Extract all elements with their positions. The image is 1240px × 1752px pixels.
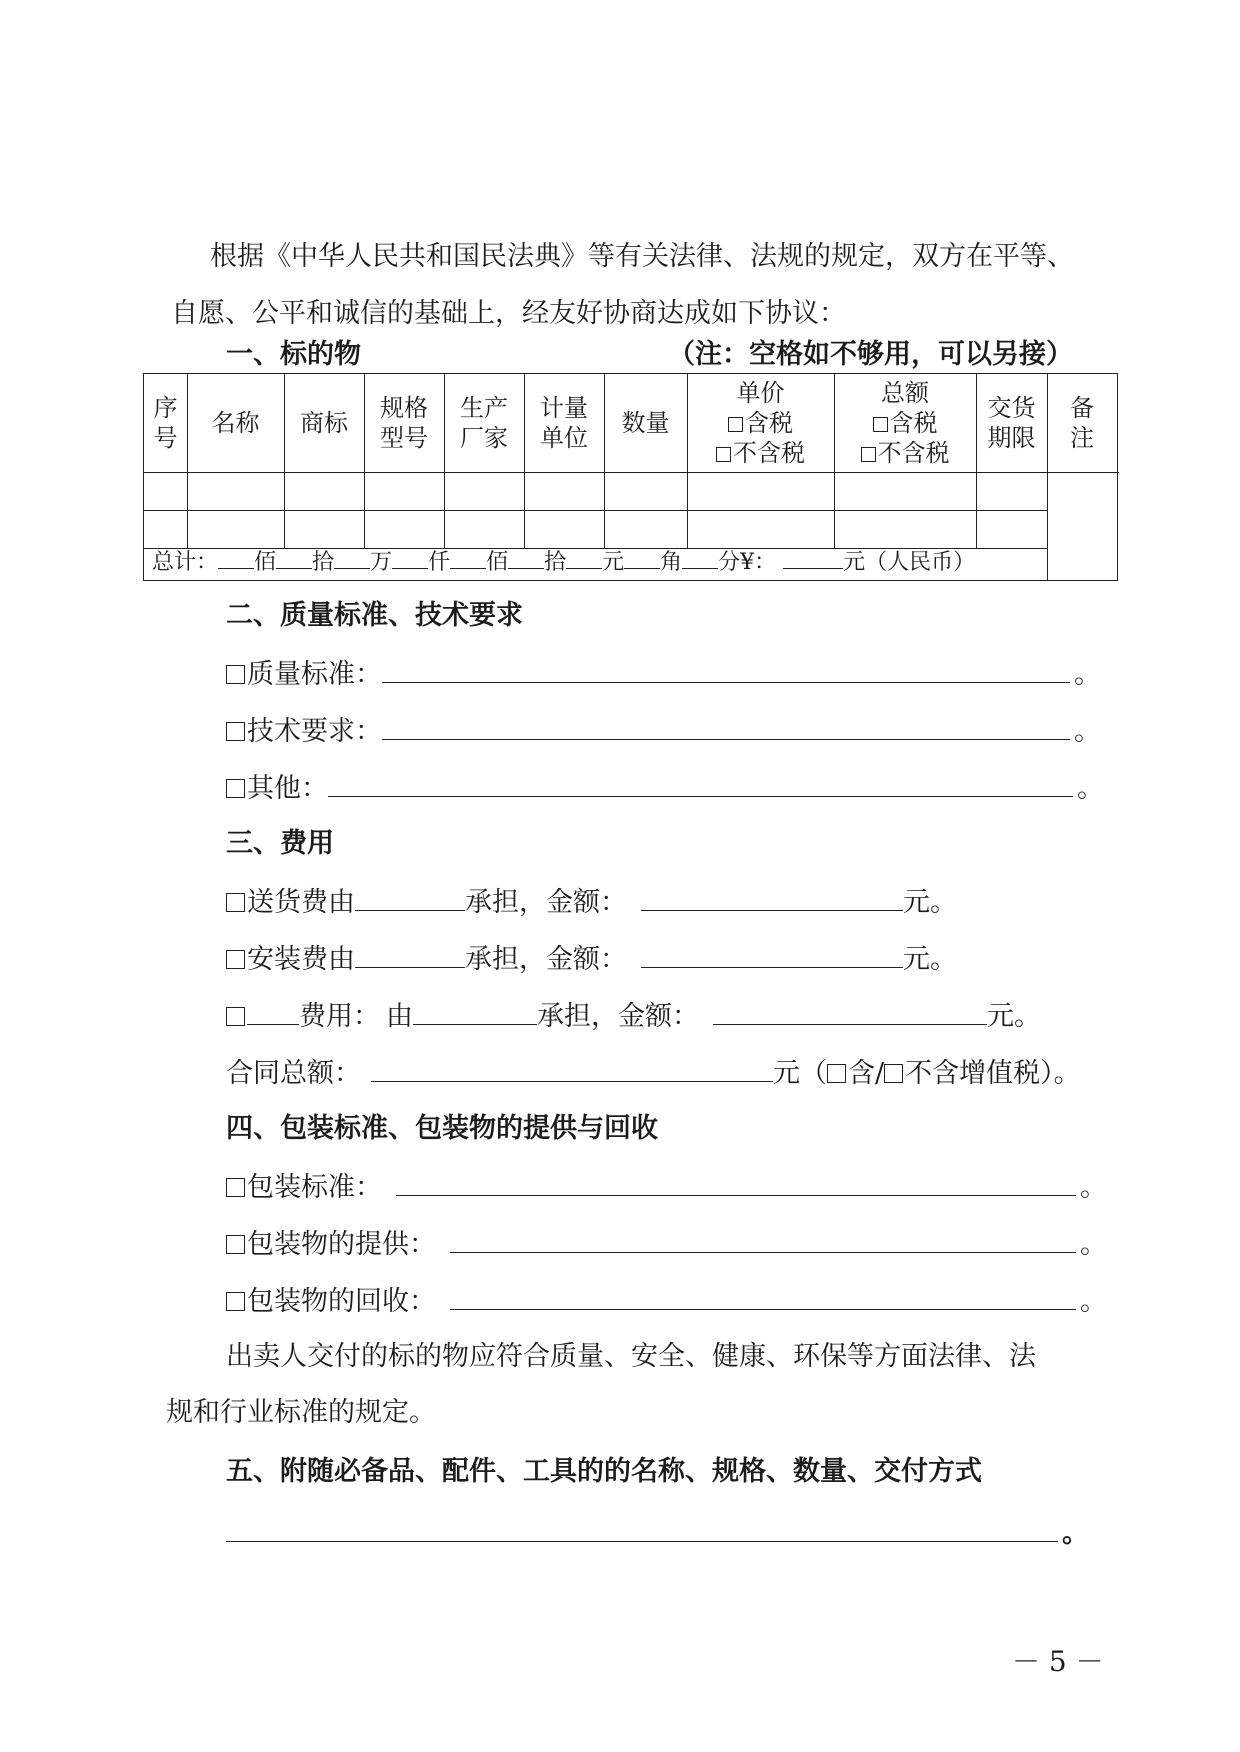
other-row (226, 770, 1104, 806)
header-delivery-1: 交货 (987, 394, 1036, 422)
header-price (687, 374, 834, 472)
contract-opt2-label: 不含增值税）。 (905, 1058, 1081, 1089)
intro-line-1 (210, 240, 1074, 274)
other-fee-amount-field[interactable] (713, 998, 987, 1025)
price-option-notax[interactable] (716, 438, 805, 468)
header-total (834, 374, 976, 472)
checkbox-icon[interactable] (861, 447, 876, 462)
header-brand-text: 商标 (300, 409, 348, 437)
bear-label: 承担，金额： (465, 887, 627, 918)
unit-label: 分¥： (718, 550, 777, 575)
header-maker-1: 生产 (460, 394, 508, 422)
bear-label: 承担，金额： (537, 1001, 699, 1032)
checkbox-icon[interactable] (728, 417, 743, 432)
packaging-provide-row (226, 1226, 1107, 1262)
blank[interactable] (392, 548, 428, 569)
other-fee-party-field[interactable] (413, 998, 537, 1025)
section5-title-text: 五、附随必备品、配件、工具的的名称、规格、数量、交付方式 (226, 1456, 982, 1487)
other-fee-row (226, 998, 1041, 1034)
section3-title (226, 827, 334, 861)
install-fee-amount-field[interactable] (641, 941, 903, 968)
header-remark-1: 备 (1070, 394, 1094, 422)
blank[interactable] (276, 548, 312, 569)
unit-label: 佰 (254, 550, 277, 575)
section1-note-text: （注：空格如不够用，可以另接） (668, 339, 1073, 370)
contract-total-label: 合同总额： (226, 1058, 361, 1089)
intro-line-2 (171, 297, 846, 331)
header-maker-2: 厂家 (460, 424, 508, 452)
unit-label: 角 (660, 550, 683, 575)
packaging-recycle-row (226, 1283, 1107, 1319)
compliance-para-line-1 (226, 1340, 1036, 1374)
page-number: － 5 － (1012, 1645, 1104, 1678)
header-unit-2: 单位 (540, 424, 588, 452)
packaging-standard-row (226, 1169, 1107, 1205)
total-option-notax-label: 不含税 (877, 439, 950, 467)
period: 。 (1080, 1172, 1107, 1203)
contract-total-row (226, 1055, 1081, 1091)
section2-title (226, 599, 523, 633)
header-remark-2: 注 (1070, 424, 1094, 452)
unit-label: 万 (370, 550, 393, 575)
section4-title (226, 1112, 658, 1146)
quality-standard-field[interactable] (382, 656, 1070, 683)
install-fee-label: 安装费由 (247, 944, 355, 975)
header-delivery-2: 期限 (987, 424, 1036, 452)
checkbox-icon[interactable] (226, 1178, 245, 1197)
total-row (152, 548, 975, 578)
unit-label: 仟 (428, 550, 451, 575)
checkbox-icon[interactable] (226, 893, 245, 912)
intro-text-2: 自愿、公平和诚信的基础上，经友好协商达成如下协议： (171, 298, 846, 329)
packaging-recycle-label: 包装物的回收： (247, 1286, 436, 1317)
total-tail: 元（人民币） (843, 550, 976, 575)
total-option-tax[interactable] (873, 408, 938, 438)
header-seq-1: 序 (153, 394, 178, 422)
blank[interactable] (783, 548, 843, 569)
header-price-title: 单价 (736, 379, 785, 407)
total-label: 总计： (152, 550, 219, 575)
period: 。 (1062, 1518, 1089, 1549)
contract-total-field[interactable] (371, 1055, 773, 1082)
packaging-provide-label: 包装物的提供： (247, 1229, 436, 1260)
total-option-tax-label: 含税 (889, 409, 938, 437)
checkbox-icon[interactable] (873, 417, 888, 432)
checkbox-icon[interactable] (884, 1064, 903, 1083)
quality-standard-row (226, 656, 1101, 692)
install-fee-row (226, 941, 957, 977)
blank[interactable] (334, 548, 370, 569)
packaging-standard-field[interactable] (396, 1169, 1076, 1196)
compliance-text-1: 出卖人交付的标的物应符合质量、安全、健康、环保等方面法律、法 (226, 1341, 1036, 1372)
section5-title (226, 1455, 982, 1489)
blank[interactable] (566, 548, 602, 569)
header-spec-1: 规格 (380, 394, 428, 422)
other-fee-label: 费用： (299, 1001, 380, 1032)
header-qty-text: 数量 (621, 409, 670, 437)
checkbox-icon[interactable] (716, 447, 731, 462)
period: 。 (1080, 1229, 1107, 1260)
header-delivery (976, 374, 1047, 472)
header-maker (444, 374, 524, 472)
section2-title-text: 二、质量标准、技术要求 (226, 600, 523, 631)
quality-standard-label: 质量标准： (247, 659, 382, 690)
checkbox-icon[interactable] (226, 950, 245, 969)
tech-req-label: 技术要求： (247, 716, 382, 747)
accessories-row (226, 1515, 1089, 1551)
compliance-text-2: 规和行业标准的规定。 (166, 1397, 436, 1428)
header-name-text: 名称 (211, 409, 260, 437)
section4-title-text: 四、包装标准、包装物的提供与回收 (226, 1113, 658, 1144)
tech-req-field[interactable] (382, 713, 1070, 740)
install-fee-party-field[interactable] (355, 941, 465, 968)
header-name (187, 374, 284, 472)
checkbox-icon[interactable] (226, 1292, 245, 1311)
unit-label: 拾 (544, 550, 567, 575)
header-unit (524, 374, 604, 472)
period: 。 (1080, 1286, 1107, 1317)
other-field[interactable] (328, 770, 1073, 797)
yuan-label: 元。 (903, 887, 957, 918)
header-qty (604, 374, 687, 472)
unit-label: 元 (602, 550, 625, 575)
delivery-fee-amount-field[interactable] (641, 884, 903, 911)
yuan-label: 元。 (987, 1001, 1041, 1032)
other-fee-type-field[interactable] (247, 998, 299, 1025)
header-seq-2: 号 (153, 424, 178, 452)
section3-title-text: 三、费用 (226, 828, 334, 859)
yuan-label: 元。 (903, 944, 957, 975)
price-option-notax-label: 不含税 (733, 439, 805, 467)
goods-table (143, 373, 1118, 581)
price-option-tax[interactable] (728, 408, 793, 438)
header-spec-2: 型号 (380, 424, 428, 452)
blank[interactable] (508, 548, 544, 569)
bear-label: 承担，金额： (465, 944, 627, 975)
packaging-provide-field[interactable] (450, 1226, 1076, 1253)
unit-label: 拾 (312, 550, 335, 575)
period: 。 (1077, 773, 1104, 804)
packaging-standard-label: 包装标准： (247, 1172, 382, 1203)
header-unit-1: 计量 (540, 394, 588, 422)
section1-title (226, 338, 361, 372)
total-option-notax[interactable] (861, 438, 950, 468)
header-seq (144, 374, 187, 472)
blank[interactable] (218, 548, 254, 569)
packaging-recycle-field[interactable] (450, 1283, 1076, 1310)
unit-label: 佰 (486, 550, 509, 575)
delivery-fee-label: 送货费由 (247, 887, 355, 918)
checkbox-icon[interactable] (226, 1007, 245, 1026)
section1-title-text: 一、标的物 (226, 339, 361, 370)
blank[interactable] (450, 548, 486, 569)
compliance-para-line-2 (166, 1396, 436, 1430)
delivery-fee-party-field[interactable] (355, 884, 465, 911)
blank[interactable] (624, 548, 660, 569)
checkbox-icon[interactable] (827, 1064, 846, 1083)
tech-req-row (226, 713, 1101, 749)
section1-note (668, 338, 1073, 372)
other-label: 其他： (247, 773, 328, 804)
header-brand (284, 374, 364, 472)
checkbox-icon[interactable] (226, 722, 245, 741)
period: 。 (1074, 716, 1101, 747)
header-total-title: 总额 (881, 379, 929, 407)
header-remark (1047, 374, 1117, 472)
header-spec (364, 374, 444, 472)
period: 。 (1074, 659, 1101, 690)
checkbox-icon[interactable] (226, 1235, 245, 1254)
checkbox-icon[interactable] (226, 779, 245, 798)
checkbox-icon[interactable] (226, 665, 245, 684)
contract-opt1-label: 含/ (848, 1058, 885, 1089)
price-option-tax-label: 含税 (745, 409, 793, 437)
contract-tail-label: 元（ (773, 1058, 827, 1089)
blank[interactable] (682, 548, 718, 569)
delivery-fee-row (226, 884, 957, 920)
other-fee-by-label: 由 (386, 1001, 413, 1032)
accessories-field[interactable] (226, 1515, 1058, 1542)
intro-text-1: 根据《中华人民共和国民法典》等有关法律、法规的规定，双方在平等、 (210, 241, 1074, 272)
